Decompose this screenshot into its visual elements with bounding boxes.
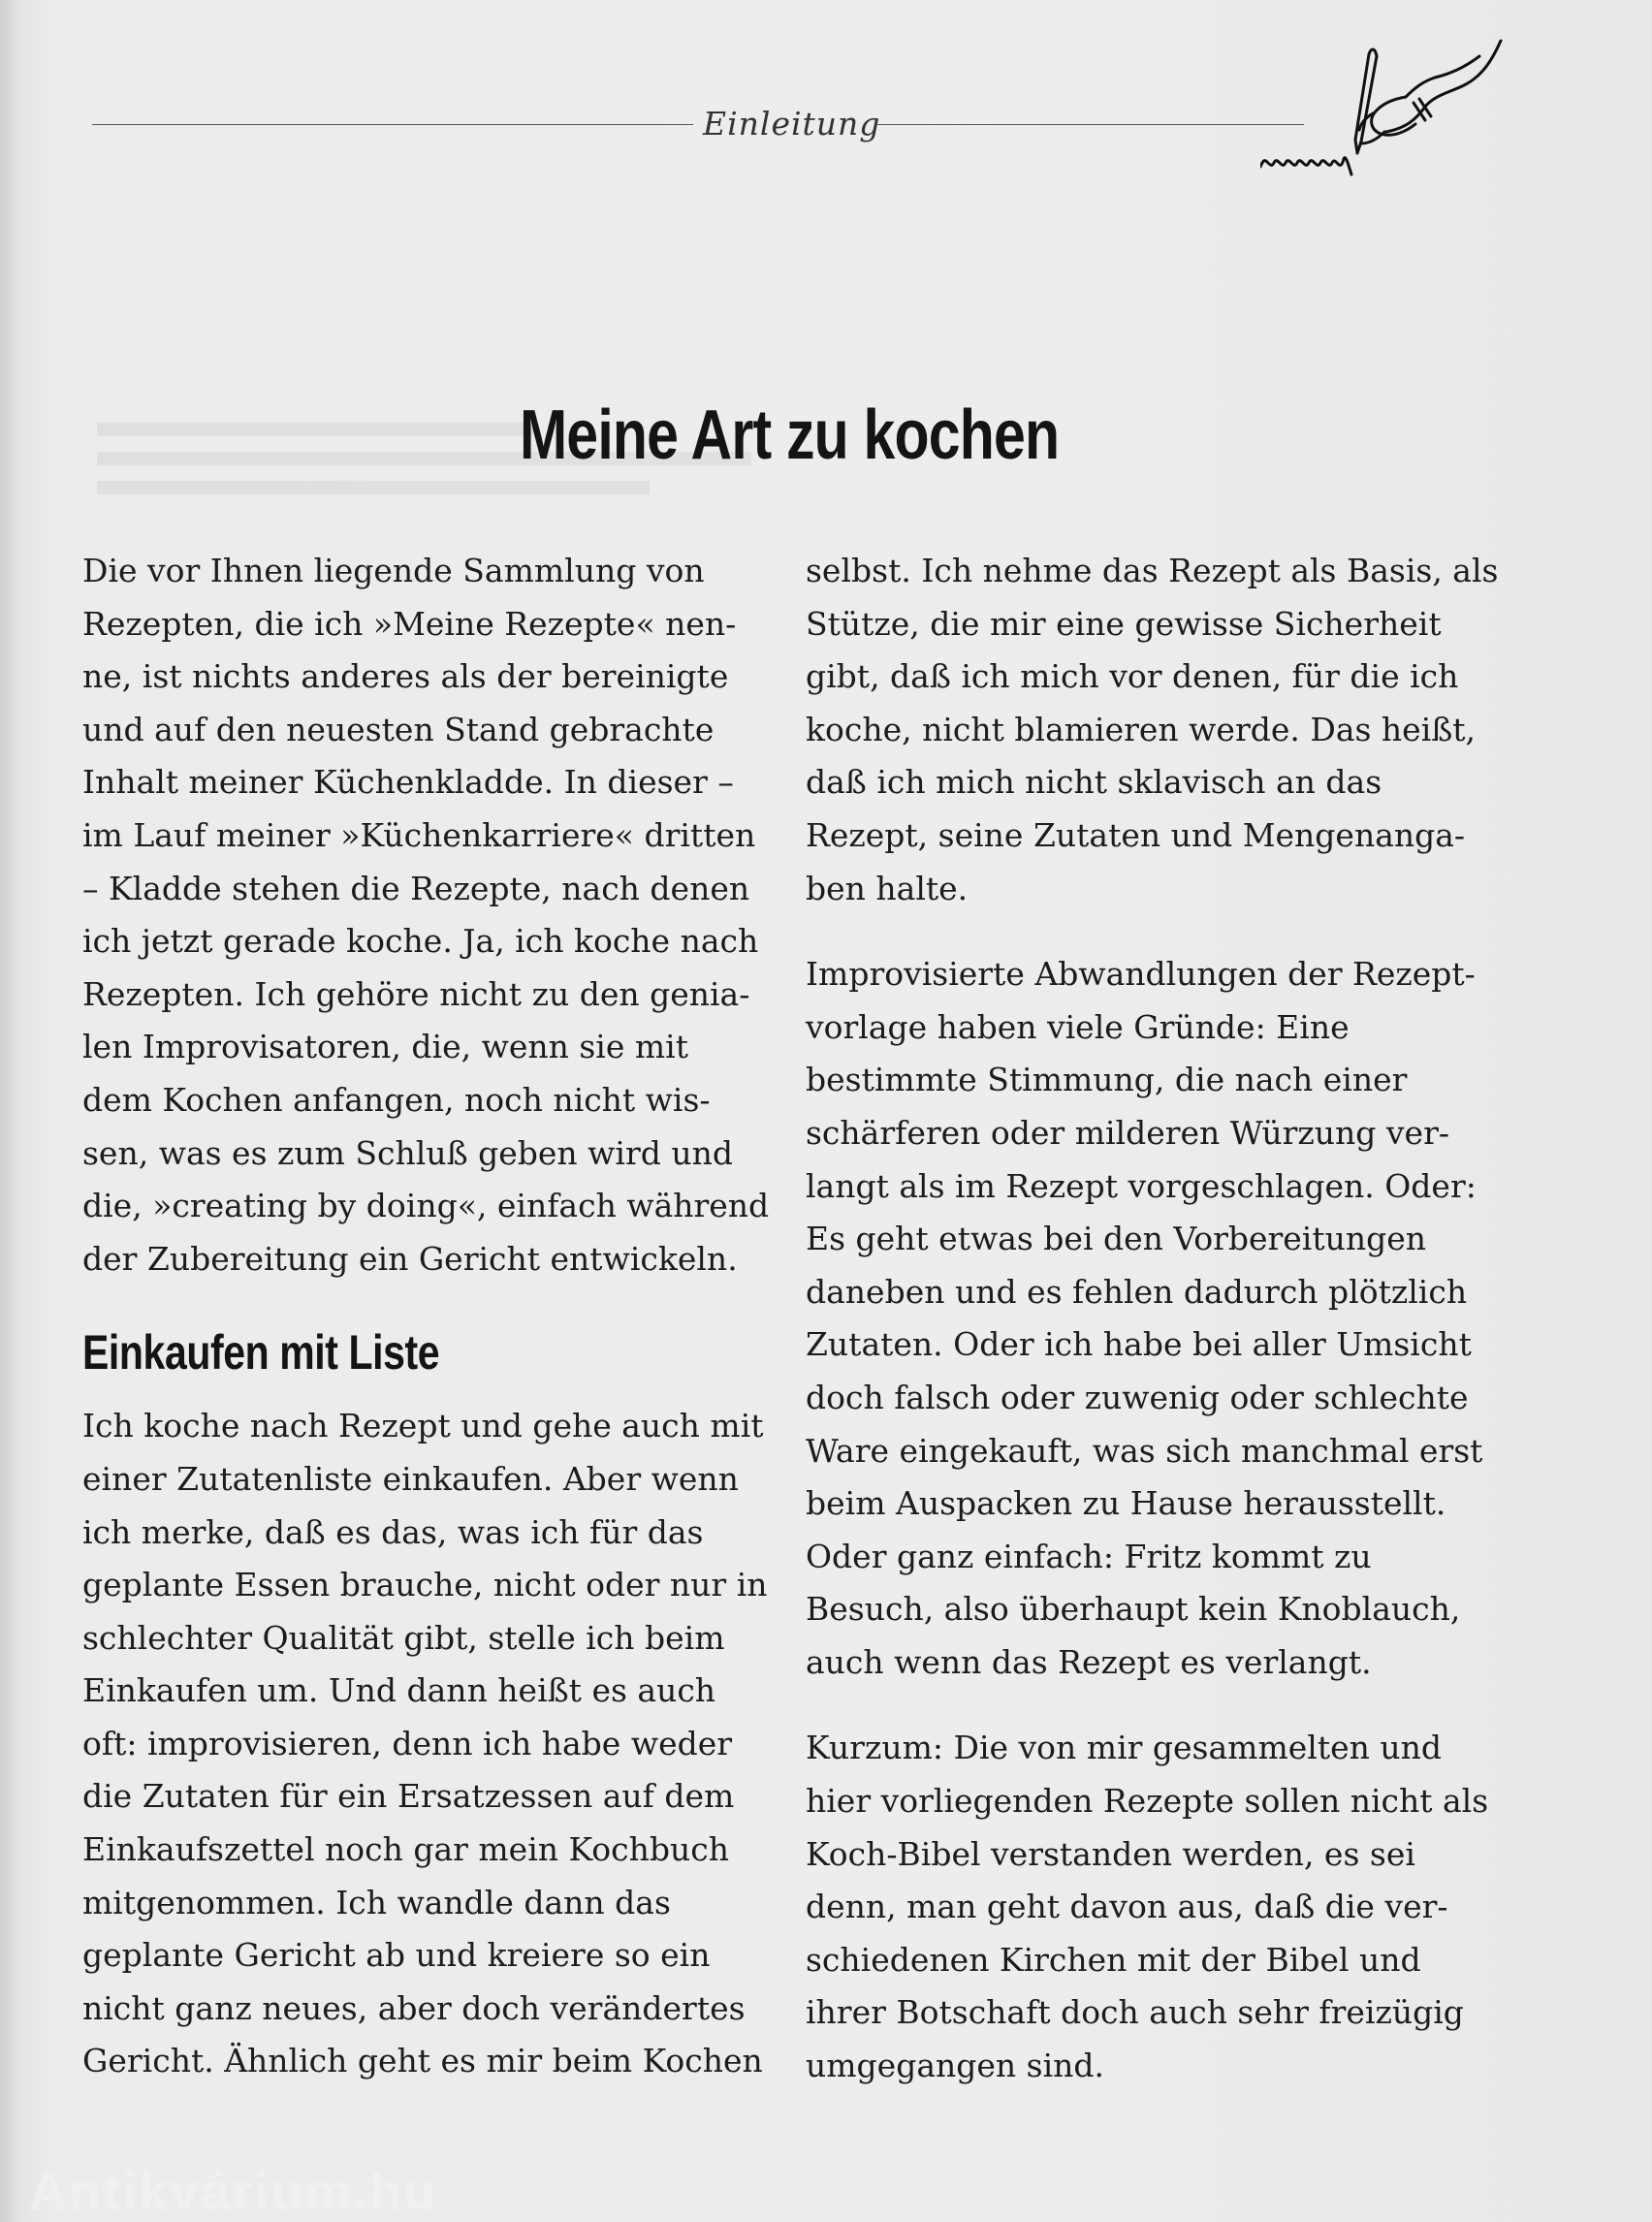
text-line: auch wenn das Rezept es verlangt. bbox=[806, 1642, 1372, 1681]
text-line: Koch-Bibel verstanden werden, es sei bbox=[806, 1834, 1415, 1873]
text-line: Rezepten. Ich gehöre nicht zu den genia- bbox=[82, 974, 750, 1013]
text-line: vorlage haben viele Gründe: Eine bbox=[806, 1007, 1350, 1046]
text-line: die, »creating by doing«, einfach während bbox=[82, 1187, 770, 1225]
text-line: Besuch, also überhaupt kein Knoblauch, bbox=[806, 1590, 1461, 1629]
text-line: schlechter Qualität gibt, stelle ich beim bbox=[82, 1618, 725, 1657]
intro-paragraph bbox=[82, 545, 770, 1286]
text-line: Stütze, die mir eine gewisse Sicherheit bbox=[806, 604, 1442, 643]
section-paragraph bbox=[82, 1400, 768, 2088]
text-line: Rezept, seine Zutaten und Mengenanga- bbox=[806, 815, 1466, 854]
text-line: im Lauf meiner »Küchenkarriere« dritten bbox=[82, 815, 756, 854]
text-line: ich merke, daß es das, was ich für das bbox=[82, 1512, 704, 1551]
text-line: und auf den neuesten Stand gebrachte bbox=[82, 710, 715, 748]
text-line: Die vor Ihnen liegende Sammlung von bbox=[82, 552, 705, 589]
running-title: Einleitung bbox=[703, 105, 881, 143]
text-line: denn, man geht davon aus, daß die ver- bbox=[806, 1888, 1448, 1926]
running-header bbox=[92, 101, 1275, 149]
hand-writing-with-pen-icon bbox=[1260, 39, 1503, 184]
text-line: der Zubereitung ein Gericht entwickeln. bbox=[82, 1239, 738, 1278]
text-line: Kurzum: Die von mir gesammelten und bbox=[806, 1729, 1442, 1767]
text-line: len Improvisatoren, die, wenn sie mit bbox=[82, 1028, 688, 1066]
text-line: die Zutaten für ein Ersatzessen auf dem bbox=[82, 1777, 735, 1816]
text-line: Zutaten. Oder ich habe bei aller Umsicht bbox=[806, 1325, 1472, 1364]
text-line: Einkaufszettel noch gar mein Kochbuch bbox=[82, 1830, 729, 1869]
text-line: mitgenommen. Ich wandle dann das bbox=[82, 1883, 671, 1921]
text-line: daß ich mich nicht sklavisch an das bbox=[806, 763, 1382, 802]
text-line: ne, ist nichts anderes als der bereinigte bbox=[82, 657, 729, 696]
text-line: Es geht etwas bei den Vorbereitungen bbox=[806, 1220, 1427, 1258]
text-line: Improvisierte Abwandlungen der Rezept- bbox=[806, 955, 1476, 994]
text-line: sen, was es zum Schluß geben wird und bbox=[82, 1133, 733, 1172]
text-line: nicht ganz neues, aber doch verändertes bbox=[82, 1988, 746, 2027]
text-line: – Kladde stehen die Rezepte, nach denen bbox=[82, 869, 750, 907]
text-line: daneben und es fehlen dadurch plötzlich bbox=[806, 1272, 1468, 1311]
text-line: schärferen oder milderen Würzung ver- bbox=[806, 1113, 1450, 1152]
text-line: beim Auspacken zu Hause herausstellt. bbox=[806, 1484, 1446, 1523]
text-line: Einkaufen um. Und dann heißt es auch bbox=[82, 1671, 716, 1710]
text-line: Inhalt meiner Küchenkladde. In dieser – bbox=[82, 763, 734, 802]
text-line: ich jetzt gerade koche. Ja, ich koche nach bbox=[82, 922, 759, 961]
text-line: Ich koche nach Rezept und gehe auch mit bbox=[82, 1407, 764, 1445]
watermark: Antikvárium.hu bbox=[29, 2163, 438, 2221]
paragraph-3 bbox=[806, 1722, 1504, 2092]
text-line: selbst. Ich nehme das Rezept als Basis, als bbox=[806, 552, 1499, 589]
text-line: einer Zutatenliste einkaufen. Aber wenn bbox=[82, 1459, 739, 1498]
right-column bbox=[806, 545, 1504, 2126]
text-line: dem Kochen anfangen, noch nicht wis- bbox=[82, 1080, 711, 1119]
header-rule-right bbox=[877, 124, 1304, 125]
text-line: doch falsch oder zuwenig oder schlechte bbox=[806, 1378, 1469, 1416]
text-line: ben halte. bbox=[806, 869, 969, 907]
text-line: umgegangen sind. bbox=[806, 2047, 1105, 2085]
text-line: Gericht. Ähnlich geht es mir beim Kochen bbox=[82, 2042, 763, 2080]
paragraph-2 bbox=[806, 948, 1504, 1689]
text-line: ihrer Botschaft doch auch sehr freizügig bbox=[806, 1993, 1464, 2032]
text-line: oft: improvisieren, denn ich habe weder bbox=[82, 1724, 733, 1762]
chapter-title: Meine Art zu kochen bbox=[519, 397, 1060, 474]
text-line: gibt, daß ich mich vor denen, für die ich bbox=[806, 657, 1459, 696]
text-line: Ware eingekauft, was sich manchmal erst bbox=[806, 1431, 1483, 1470]
text-line: geplante Essen brauche, nicht oder nur in bbox=[82, 1566, 768, 1604]
text-line: Rezepten, die ich »Meine Rezepte« nen- bbox=[82, 604, 737, 643]
header-rule-left bbox=[92, 124, 693, 125]
text-line: Oder ganz einfach: Fritz kommt zu bbox=[806, 1537, 1372, 1575]
text-line: geplante Gericht ab und kreiere so ein bbox=[82, 1936, 711, 1975]
section-heading: Einkaufen mit Liste bbox=[82, 1325, 440, 1381]
left-column bbox=[82, 545, 770, 2121]
text-line: bestimmte Stimmung, die nach einer bbox=[806, 1061, 1408, 1099]
text-line: langt als im Rezept vorgeschlagen. Oder: bbox=[806, 1166, 1477, 1205]
paragraph-1 bbox=[806, 545, 1504, 915]
text-line: hier vorliegenden Rezepte sollen nicht als bbox=[806, 1782, 1489, 1821]
text-line: koche, nicht blamieren werde. Das heißt, bbox=[806, 710, 1477, 748]
text-line: schiedenen Kirchen mit der Bibel und bbox=[806, 1940, 1421, 1979]
